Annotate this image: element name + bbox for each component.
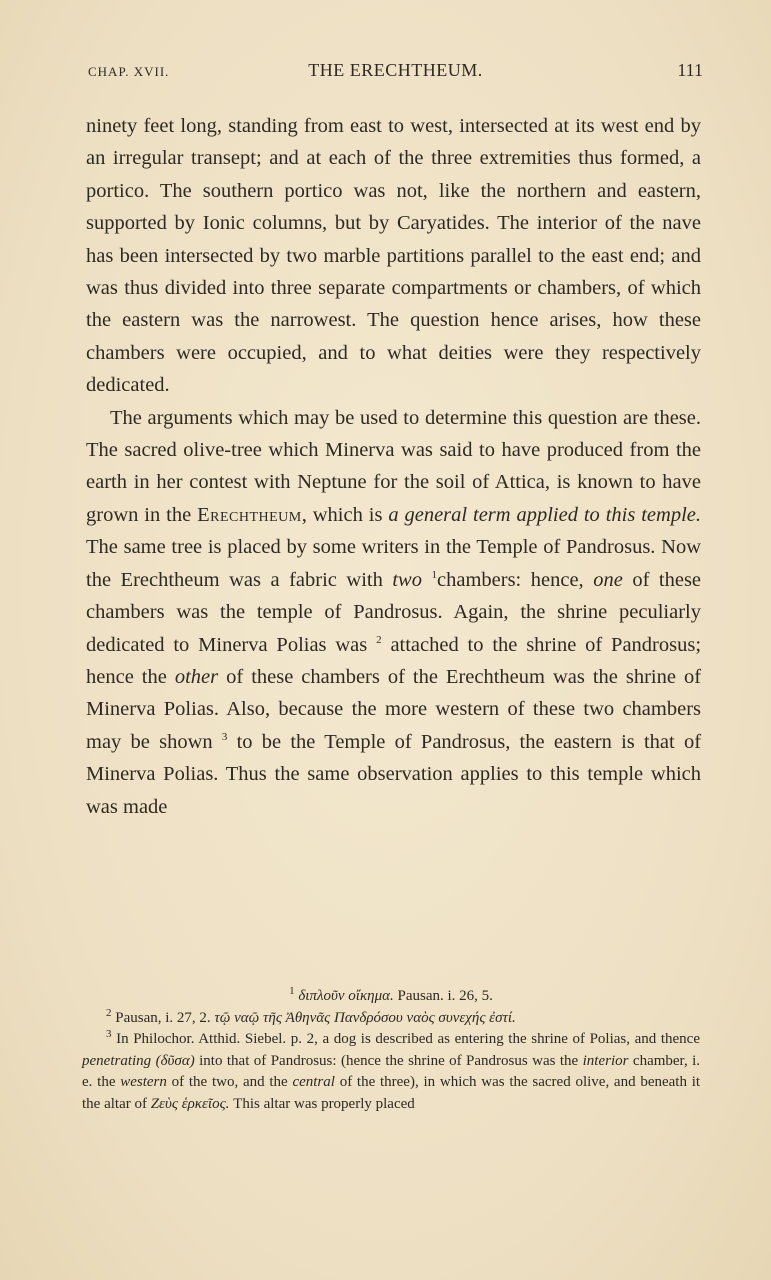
footnote-text: Pausan. i. 26, 5. bbox=[397, 988, 493, 1004]
italic-word-other: other bbox=[174, 665, 219, 688]
text-run: to be the Temple of Pandrosus, the eastern is that of Minerva Polias. Thus the same observation applies to this temple which was made bbox=[86, 730, 702, 818]
footnote-ref-1[interactable]: 1 bbox=[431, 568, 437, 581]
italic-phrase: a general term applied to this temple. bbox=[388, 503, 701, 526]
footnote-marker: 1 bbox=[289, 985, 295, 997]
footnote-1 bbox=[82, 986, 700, 1008]
footnote-text: chamber, i. e. the bbox=[82, 1052, 701, 1091]
italic-word-two: two bbox=[392, 568, 422, 591]
italic-word-one: one bbox=[593, 568, 623, 591]
text-run: The arguments which may be used to determine this question are these. The sacred olive-tree which Minerva was said to have produced from the earth in her contest with Neptune for the soil of Attica, is known to have grown in the bbox=[86, 406, 701, 526]
footnote-ref-2[interactable]: 2 bbox=[376, 633, 382, 646]
footnote-text: into that of Pandrosus: (hence the shrine of Pandrosus was the bbox=[199, 1052, 579, 1069]
footnote-marker: 3 bbox=[106, 1028, 112, 1041]
erechtheum-small-caps: Erechtheum bbox=[197, 503, 302, 526]
italic-word: central bbox=[292, 1074, 335, 1091]
footnote-ref-3[interactable]: 3 bbox=[221, 730, 228, 743]
footnote-text: Pausan, i. 27, 2. bbox=[115, 1009, 211, 1026]
chapter-label: CHAP. XVII. bbox=[88, 64, 170, 79]
footnote-text: of the two, and the bbox=[171, 1074, 288, 1091]
footnotes bbox=[82, 986, 700, 1116]
running-title: THE ERECHTHEUM. bbox=[308, 60, 483, 80]
text-run: attached to the shrine of Pandrosus; hence the bbox=[86, 633, 702, 688]
text-run: of these chambers of the Erechtheum was the shrine of Minerva Polias. Also, because the more western of these two chambers may be shown bbox=[86, 665, 702, 753]
text-run: , which is bbox=[301, 503, 383, 526]
text-run: chambers: hence, bbox=[437, 568, 584, 591]
paragraph-2 bbox=[86, 402, 701, 823]
page-number: 111 bbox=[677, 60, 703, 80]
paragraph-1: ninety feet long, standing from east to west, intersected at its west end by an irregular transept; and at each of the three extremities thus formed, a portico. The southern portico was not, like the northern and eastern, supported by Ionic columns, but by Caryatides. The interior of the nave has been intersected by two marble partitions parallel to the east end; and was thus divided into three separate compartments or chambers, of which the eastern was the narrowest. The question hence arises, how these chambers were occupied, and to what deities were they respectively dedicated. bbox=[86, 115, 701, 397]
greek-text: Ζεὺς ἑρκεῖος. bbox=[150, 1095, 230, 1112]
footnote-text: This altar was properly placed bbox=[233, 1095, 415, 1112]
italic-word: penetrating bbox=[82, 1052, 152, 1069]
footnote-text: In Philochor. Atthid. Siebel. p. 2, a dog is described as entering the shrine of Polias, and thence bbox=[116, 1031, 700, 1048]
footnote-2 bbox=[82, 1008, 700, 1030]
running-header bbox=[88, 58, 703, 86]
greek-text: (δῦσα) bbox=[155, 1052, 195, 1069]
greek-text: τῷ ναῷ τῆς Ἀθηνᾶς Πανδρόσου ναὸς συνεχής ἐστί. bbox=[214, 1009, 516, 1026]
footnote-3 bbox=[82, 1029, 700, 1115]
greek-text: διπλοῦν οἴκημα. bbox=[298, 988, 394, 1004]
text-run: The same tree is placed by some writers in the Temple of Pandrosus. Now the Erechtheum was a fabric with bbox=[86, 536, 701, 591]
italic-word: interior bbox=[582, 1052, 629, 1069]
main-text bbox=[86, 110, 701, 823]
footnote-text: of the three), in which was the sacred olive, and beneath it the altar of bbox=[82, 1074, 701, 1112]
italic-word: western bbox=[120, 1074, 167, 1091]
footnote-marker: 2 bbox=[106, 1006, 112, 1019]
text-run: of these chambers was the temple of Pandrosus. Again, the shrine peculiarly dedicated to Minerva Polias was bbox=[86, 568, 702, 656]
